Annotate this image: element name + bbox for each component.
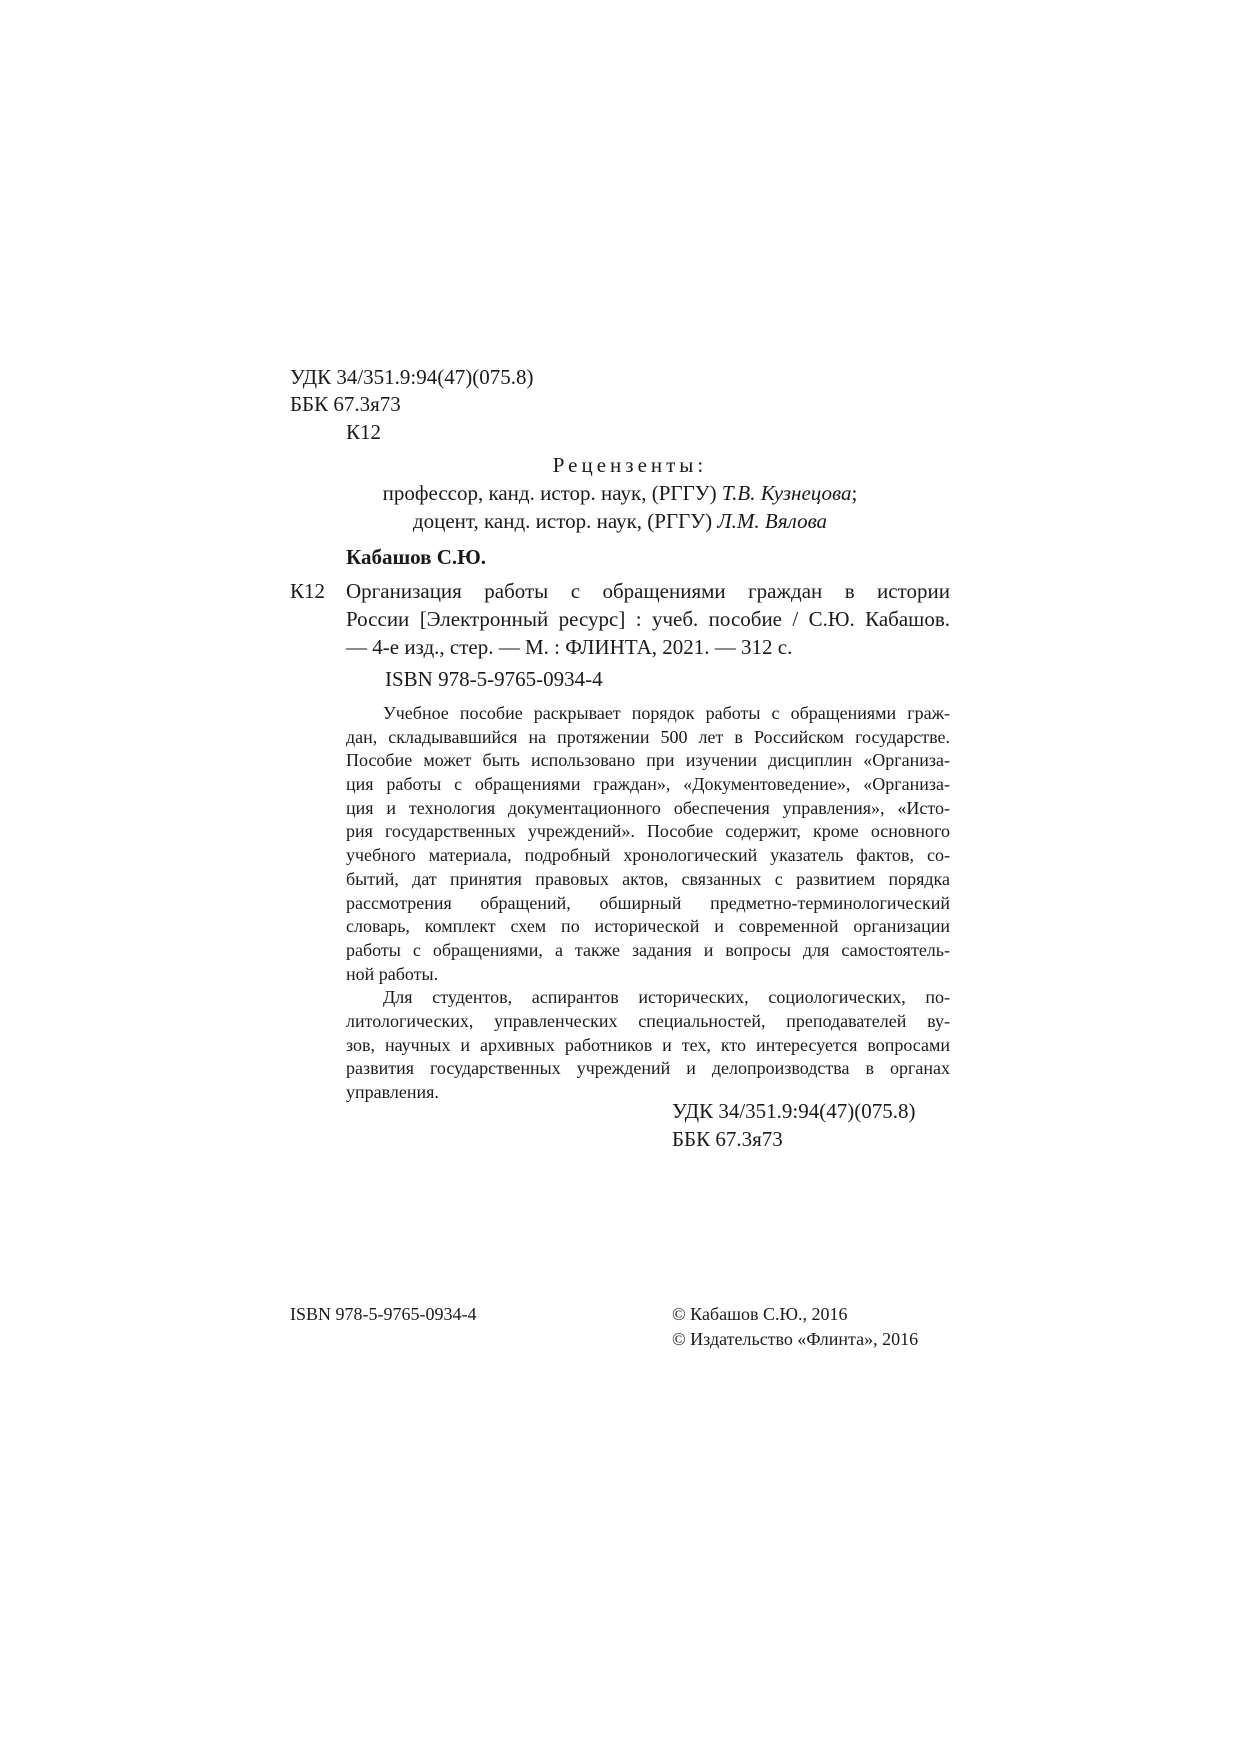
abstract-line: литологических, управленческих специальностей, преподавателей ву- — [346, 1010, 950, 1031]
abstract-line: Пособие может быть использовано при изучении дисциплин «Организа- — [346, 750, 950, 771]
abstract-line: словарь, комплект схем по исторической и современной организации — [346, 916, 950, 937]
abstract-line: бытий, дат принятия правовых актов, связанных с развитием порядка — [346, 868, 950, 889]
abstract-line: Учебное пособие раскрывает порядок работы с обращениями граж- — [383, 703, 950, 723]
reviewers-title: Рецензенты: — [552, 453, 708, 477]
abstract-line: Для студентов, аспирантов исторических, социологических, по- — [383, 987, 950, 1008]
bbk-bottom: ББК 67.3я73 — [672, 1127, 783, 1151]
biblio-line: — 4-е изд., стер. — М. : ФЛИНТА, 2021. — 312 с. — [346, 635, 793, 659]
footer-isbn: ISBN 978-5-9765-0934-4 — [290, 1304, 477, 1324]
reviewer-1-suffix: ; — [851, 481, 858, 505]
abstract-line: рия государственных учреждений». Пособие содержит, кроме основного — [346, 821, 950, 842]
biblio-line: России [Электронный ресурс] : учеб. пособие / С.Ю. Кабашов. — [346, 607, 950, 631]
bibliographic-description — [346, 577, 950, 661]
reviewer-1-position: профессор, канд. истор. наук, (РГГУ) — [382, 481, 722, 505]
abstract-line: развития государственных учреждений и делопроизводства в органах — [346, 1058, 950, 1079]
copyright-author: © Кабашов С.Ю., 2016 — [672, 1304, 848, 1324]
entry-isbn: ISBN 978-5-9765-0934-4 — [385, 667, 603, 691]
abstract-line: зов, научных и архивных работников и тех, кто интересуется вопросами — [346, 1034, 950, 1055]
reviewer-1 — [0, 479, 1240, 507]
abstract-line: учебного материала, подробный хронологический указатель фактов, со- — [346, 845, 950, 866]
bbk-top: ББК 67.3я73 — [290, 392, 401, 416]
abstract-line: ция и технология документационного обеспечения управления», «Исто- — [346, 797, 950, 818]
entry-author: Кабашов С.Ю. — [346, 545, 487, 569]
abstract-line: ной работы. — [346, 963, 439, 984]
abstract-line: ция работы с обращениями граждан», «Документоведение», «Организа- — [346, 774, 950, 795]
abstract — [346, 702, 950, 1105]
abstract-line: работы с обращениями, а также задания и вопросы для самостоятель- — [346, 939, 950, 960]
reviewer-2 — [0, 507, 1240, 535]
udk-top: УДК 34/351.9:94(47)(075.8) — [290, 365, 534, 389]
biblio-line: Организация работы с обращениями граждан в истории — [346, 579, 950, 603]
udk-bottom: УДК 34/351.9:94(47)(075.8) — [672, 1099, 916, 1123]
author-code-top: К12 — [346, 420, 382, 444]
abstract-line: дан, складывавшийся на протяжении 500 лет в Российском государстве. — [346, 726, 950, 747]
reviewer-1-name: Т.В. Кузнецова — [721, 481, 852, 505]
abstract-line: рассмотрения обращений, обширный предметно-терминологический — [346, 892, 950, 913]
abstract-line: управления. — [346, 1082, 439, 1102]
copyright-publisher: © Издательство «Флинта», 2016 — [672, 1329, 919, 1349]
reviewer-2-name: Л.М. Вялова — [717, 509, 828, 533]
reviewer-2-position: доцент, канд. истор. наук, (РГГУ) — [412, 509, 718, 533]
author-code-side: К12 — [290, 579, 326, 603]
